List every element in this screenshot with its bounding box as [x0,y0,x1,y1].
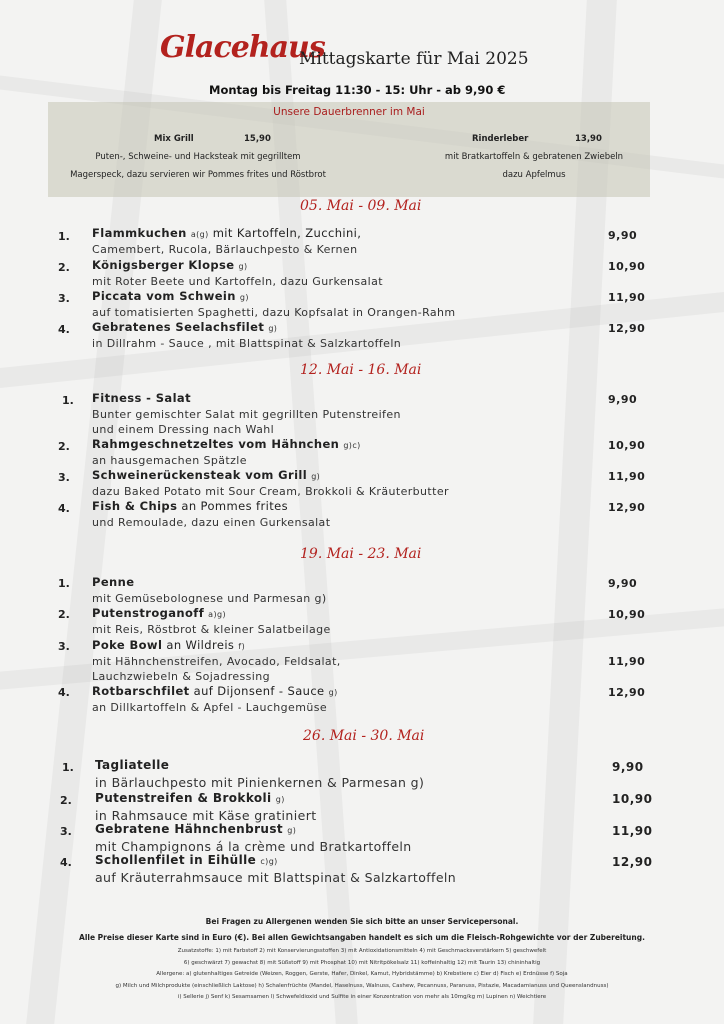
dish-title [92,606,226,620]
dish-number: 4. [58,323,70,336]
dish-description: mit Hähnchenstreifen, Avocado, Feldsalat, [92,655,341,668]
allergen-code: a(g) [190,230,209,239]
allergen-code: g) [275,795,285,804]
dish-number: 3. [60,825,72,838]
dish-price: 10,90 [612,792,653,806]
dish-name: Flammkuchen [92,226,187,240]
dish-number: 3. [58,640,70,653]
dish-description: mit Champignons á la crème und Bratkartoffeln [95,839,412,854]
dish-name: Fish & Chips [92,499,178,513]
dish-title [92,226,361,240]
allergen-code: g) [311,472,321,481]
dish-price: 9,90 [612,760,644,774]
dish-number: 3. [58,292,70,305]
dish-title [95,853,278,867]
dish-name: Piccata vom Schwein [92,289,236,303]
dish-title [92,499,288,513]
dish-price: 12,90 [608,322,646,335]
dish-description: auf tomatisierten Spaghetti, dazu Kopfsalat in Orangen-Rahm [92,306,456,319]
dish-description: mit Reis, Röstbrot & kleiner Salatbeilage [92,623,331,636]
dish-price: 11,90 [608,655,646,668]
dish-name: Poke Bowl [92,638,163,652]
allergen-code: g) [268,324,278,333]
dish-number: 1. [62,761,74,774]
dish-price: 11,90 [608,291,646,304]
allergen-code: g) [287,826,297,835]
dish-number: 1. [58,577,70,590]
dish-title [95,822,296,836]
allergen-code: c)g) [260,857,278,866]
allergen-code: g) [238,262,248,271]
dish-name: Putenstreifen & Brokkoli [95,791,272,805]
footer-allergens: g) Milch und Milchprodukte (einschließlich Laktose) h) Schalenfrüchte (Mandel, Haselnuss, Walnuss, Cashew, Pecannuss, Paranuss, Pistazie, Macadamianuss und Queenslandnuss) [115,983,609,989]
opening-hours: Montag bis Freitag 11:30 - 15: Uhr - ab 9,90 € [209,83,506,97]
dish-price: 10,90 [608,608,646,621]
week-title: 05. Mai - 09. Mai [300,198,422,214]
dauerbrenner-item-price: 13,90 [575,134,602,144]
dish-title-rest: auf Dijonsenf - Sauce [189,684,325,698]
dish-title [92,437,361,451]
dish-price: 9,90 [608,229,638,242]
dish-price: 11,90 [612,824,653,838]
footer-price-note: Alle Preise dieser Karte sind in Euro (€). Bei allen Gewichtsangaben handelt es sich um die Fleisch-Rohgewichte vor der Zubereitung. [79,933,645,942]
dish-description: mit Roter Beete und Kartoffeln, dazu Gurkensalat [92,275,383,288]
dish-description: in Dillrahm - Sauce , mit Blattspinat & Salzkartoffeln [92,337,402,350]
dish-name: Penne [92,575,135,589]
dish-number: 4. [58,502,70,515]
dish-price: 12,90 [608,686,646,699]
dish-title-rest: mit Kartoffeln, Zucchini, [208,226,362,240]
footer-allergens: Allergene: a) glutenhaltiges Getreide (Weizen, Roggen, Gerste, Hafer, Dinkel, Kamut, Hybridstämme) b) Krebstiere c) Eier d) Fisch e) Erdnüsse f) Soja [156,971,568,977]
dish-title [92,320,277,334]
dauerbrenner-item-desc: dazu Apfelmus [502,170,566,180]
dish-description: und einem Dressing nach Wahl [92,423,275,436]
dish-price: 10,90 [608,260,646,273]
dish-title [92,638,245,652]
dish-number: 4. [60,856,72,869]
dish-title [92,575,134,589]
dish-name: Putenstroganoff [92,606,205,620]
dish-number: 4. [58,686,70,699]
dish-title [95,791,285,805]
dish-title [95,758,169,772]
footer-additives: 6) geschwärzt 7) gewachst 8) mit Süßstoff 9) mit Phosphat 10) mit Nitritpökelsalz 11) koffeinhaltig 12) mit Taurin 13) chininhaltig [183,960,541,966]
dish-description: in Bärlauchpesto mit Pinienkernen & Parmesan g) [95,775,425,790]
dauerbrenner-item-desc: Magerspeck, dazu servieren wir Pommes frites und Röstbrot [70,170,326,180]
dish-price: 9,90 [608,393,638,406]
dish-title [92,289,249,303]
week-title: 26. Mai - 30. Mai [303,728,425,744]
dish-number: 2. [58,261,70,274]
dish-number: 2. [60,794,72,807]
dish-title-rest: an Wildreis [162,638,235,652]
dish-number: 1. [58,230,70,243]
dish-name: Rotbarschfilet [92,684,190,698]
week-title: 19. Mai - 23. Mai [300,546,422,562]
brand-logo: Glacehaus [160,30,325,65]
dish-name: Königsberger Klopse [92,258,235,272]
dish-description: und Remoulade, dazu einen Gurkensalat [92,516,331,529]
dauerbrenner-item-desc: Puten-, Schweine- und Hacksteak mit gegrilltem [95,152,301,162]
dish-name: Gebratenes Seelachsfilet [92,320,265,334]
dauerbrenner-item-name: Rinderleber [472,134,529,144]
dish-number: 1. [62,394,74,407]
dish-price: 10,90 [608,439,646,452]
dish-title [92,258,248,272]
dish-name: Rahmgeschnetzeltes vom Hähnchen [92,437,340,451]
dish-title [92,391,191,405]
dish-price: 9,90 [608,577,638,590]
dauerbrenner-item-desc: mit Bratkartoffeln & gebratenen Zwiebeln [444,152,624,162]
dauerbrenner-box [48,102,650,197]
dish-description: Lauchzwiebeln & Sojadressing [92,670,271,683]
footer-additives: Zusatzstoffe: 1) mit Farbstoff 2) mit Konservierungsstoffen 3) mit Antioxidationsmitteln 4) mit Geschmacksverstärkern 5) geschwefelt [177,948,547,954]
allergen-code: g) [239,293,249,302]
dish-title [92,468,320,482]
dish-name: Gebratene Hähnchenbrust [95,822,284,836]
dauerbrenner-item-name: Mix Grill [154,134,194,144]
dish-name: Tagliatelle [95,758,170,772]
dish-number: 2. [58,440,70,453]
dauerbrenner-item-price: 15,90 [244,134,271,144]
dish-description: dazu Baked Potato mit Sour Cream, Brokkoli & Kräuterbutter [92,485,449,498]
allergen-code: f) [238,642,246,651]
footer-allergen-note: Bei Fragen zu Allergenen wenden Sie sich bitte an unser Servicepersonal. [205,917,519,926]
dish-description: mit Gemüsebolognese und Parmesan g) [92,592,327,605]
dish-price: 12,90 [612,855,653,869]
dauerbrenner-heading: Unsere Dauerbrenner im Mai [273,106,425,118]
dish-description: Bunter gemischter Salat mit gegrillten Putenstreifen [92,408,401,421]
dish-name: Schweinerückensteak vom Grill [92,468,308,482]
allergen-code: g) [328,688,338,697]
dish-description: auf Kräuterrahmsauce mit Blattspinat & Salzkartoffeln [95,870,457,885]
dish-number: 2. [58,608,70,621]
dish-price: 11,90 [608,470,646,483]
dish-description: Camembert, Rucola, Bärlauchpesto & Kernen [92,243,358,256]
allergen-code: a)g) [208,610,226,619]
dish-number: 3. [58,471,70,484]
dish-description: in Rahmsauce mit Käse gratiniert [95,808,317,823]
allergen-code: g)c) [343,441,361,450]
dish-title-rest: an Pommes frites [177,499,288,513]
dish-title [92,684,338,698]
dish-price: 12,90 [608,501,646,514]
footer-allergens: i) Sellerie j) Senf k) Sesamsamen l) Schwefeldioxid und Sulfite in einer Konzentration von mehr als 10mg/kg m) Lupinen n) Weichtiere [177,994,547,1000]
dish-description: an Dillkartoffeln & Apfel - Lauchgemüse [92,701,328,714]
dish-name: Schollenfilet in Eihülle [95,853,257,867]
dish-name: Fitness - Salat [92,391,191,405]
page-title: Mittagskarte für Mai 2025 [299,49,529,69]
week-title: 12. Mai - 16. Mai [300,362,422,378]
dish-description: an hausgemachen Spätzle [92,454,247,467]
